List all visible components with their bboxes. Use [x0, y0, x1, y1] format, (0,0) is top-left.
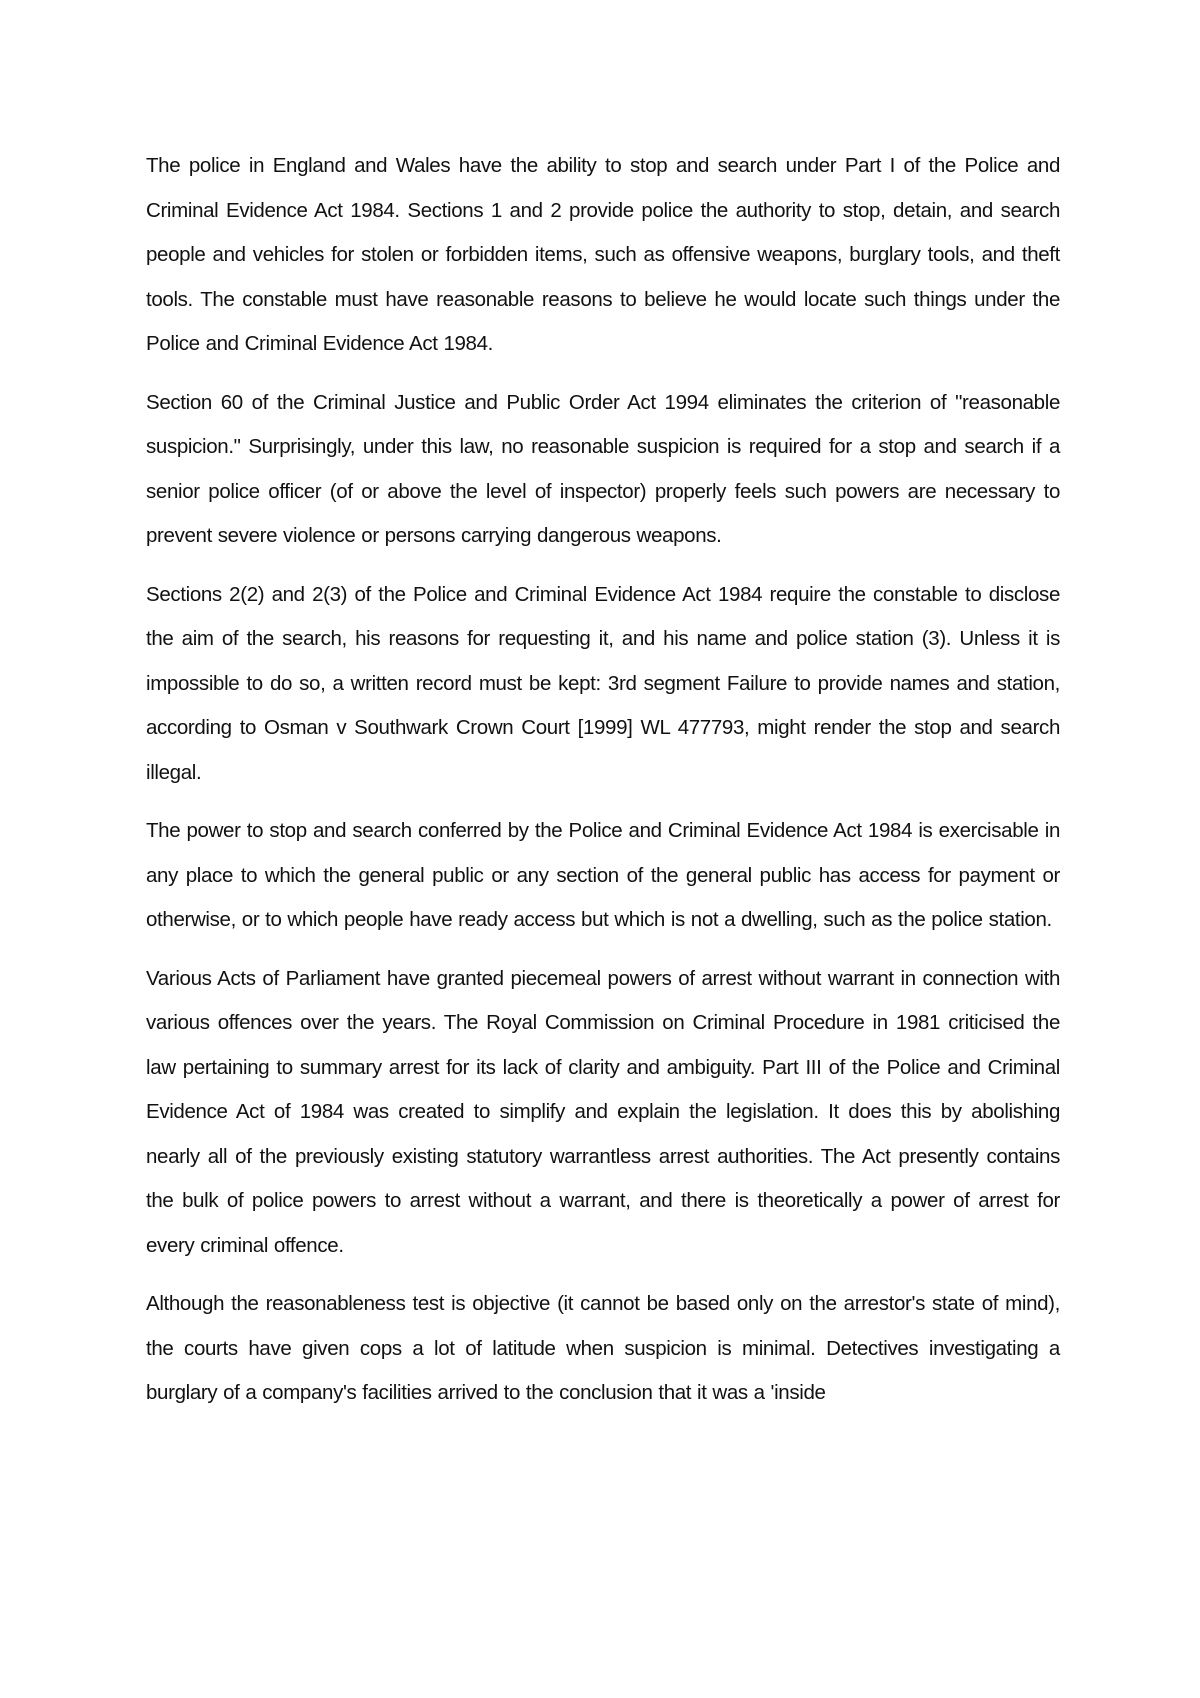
paragraph-arrest-without-warrant: Various Acts of Parliament have granted piecemeal powers of arrest without warrant in connection with various offences over the years. The Royal Commission on Criminal Procedure in 1981 criticised the law pertaining to summary arrest for its lack of clarity and ambiguity. Part III of the Police and Criminal Evidence Act of 1984 was created to simplify and explain the legislation. It does this by abolishing nearly all of the previously existing statutory warrantless arrest authorities. The Act presently contains the bulk of police powers to arrest without a warrant, and there is theoretically a power of arrest for every criminal offence. — [146, 966, 1060, 1257]
paragraph-stop-and-search-powers: The police in England and Wales have the ability to stop and search under Part I of the Police and Criminal Evidence Act 1984. Sections 1 and 2 provide police the authority to stop, detain, and search people and vehicles for stolen or forbidden items, such as offensive weapons, burglary tools, and theft tools. The constable must have reasonable reasons to believe he would locate such things under the Police and Criminal Evidence Act 1984. — [146, 154, 1060, 355]
paragraph-reasonableness-test: Although the reasonableness test is objective (it cannot be based only on the arrestor's state of mind), the courts have given cops a lot of latitude when suspicion is minimal. Detectives investigating a burglary of a company's facilities arrived to the conclusion that it was a 'inside — [146, 1292, 1060, 1404]
paragraph-section-60: Section 60 of the Criminal Justice and Public Order Act 1994 eliminates the criterion of "reasonable suspicion." Surprisingly, under this law, no reasonable suspicion is required for a stop and search if a senior police officer (of or above the level of inspector) properly feels such powers are necessary to prevent severe violence or persons carrying dangerous weapons. — [146, 390, 1060, 547]
document-body — [146, 144, 1060, 1430]
paragraph-disclosure-requirements: Sections 2(2) and 2(3) of the Police and Criminal Evidence Act 1984 require the constable to disclose the aim of the search, his reasons for requesting it, and his name and police station (3). Unless it is impossible to do so, a written record must be kept: 3rd segment Failure to provide names and station, according to Osman v Southwark Crown Court [1999] WL 477793, might render the stop and search illegal. — [146, 582, 1060, 784]
paragraph-place-of-search: The power to stop and search conferred by the Police and Criminal Evidence Act 1984 is exercisable in any place to which the general public or any section of the general public has access for payment or otherwise, or to which people have ready access but which is not a dwelling, such as the police station. — [146, 819, 1060, 931]
